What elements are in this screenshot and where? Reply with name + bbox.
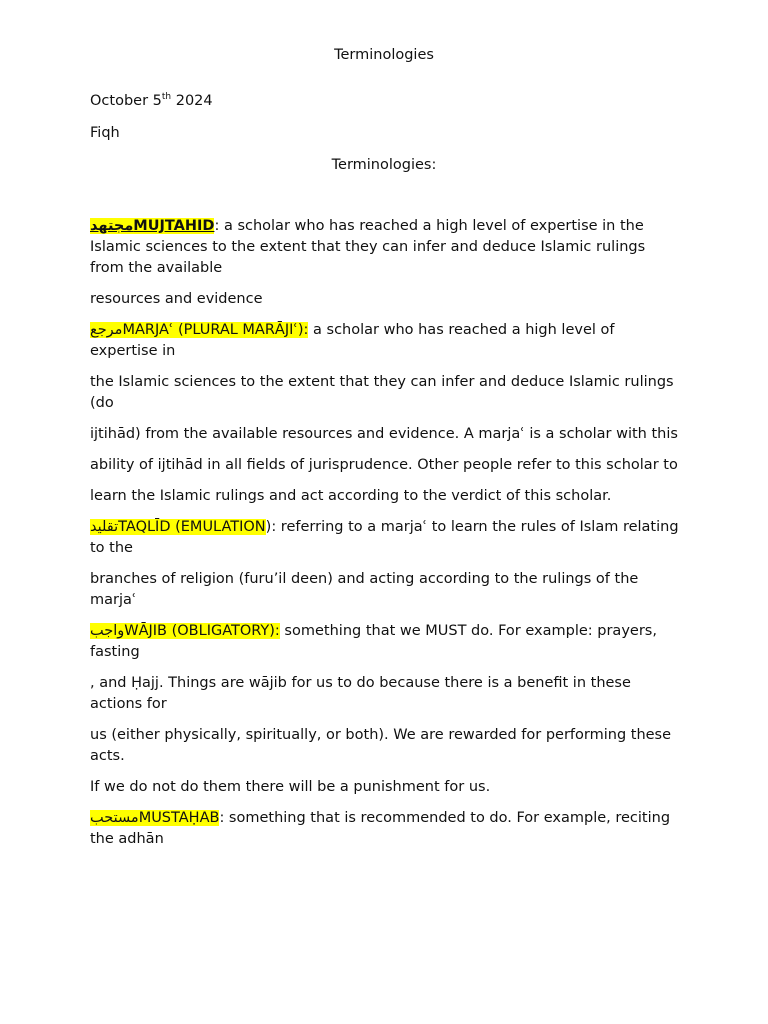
date-main: October 5 <box>90 93 162 109</box>
paragraph-line: resources and evidence <box>90 291 263 307</box>
date-ordinal-suffix: th <box>161 92 172 102</box>
paragraph-line: ability of ijtihād in all fields of jurisprudence. Other people refer to this scholar to <box>90 457 678 473</box>
term-taqlid: تقليدTAQLĪD (EMULATION <box>90 519 266 535</box>
document-subject: Fiqh <box>90 125 120 141</box>
date-year: 2024 <box>171 93 213 109</box>
paragraph-line: us (either physically, spiritually, or both). We are rewarded for performing these acts. <box>90 727 672 764</box>
paragraph-line: the Islamic sciences to the extent that they can infer and deduce Islamic rulings (do <box>90 374 674 411</box>
term-mustahab: مستحبMUSTAḤAB <box>90 810 220 826</box>
definition-text: something that we MUST do. For example: prayers, fasting <box>90 623 657 660</box>
document-title: Terminologies <box>334 47 434 63</box>
document-date <box>90 92 213 110</box>
paragraph-line: If we do not do them there will be a punishment for us. <box>90 779 491 795</box>
definition-text: ): referring to a marjaʿ to learn the rules of Islam relating to the <box>90 519 679 556</box>
entry-marja <box>90 320 680 362</box>
document-body <box>90 216 680 860</box>
definition-text: : a scholar who has reached a high level of expertise in the Islamic sciences to the extent that they can infer and deduce Islamic rulings from the available <box>90 218 646 276</box>
entry-mustahab <box>90 808 680 850</box>
definition-text: a scholar who has reached a high level of expertise in <box>90 322 615 359</box>
entry-taqlid <box>90 517 680 559</box>
paragraph-line: ijtihād) from the available resources and evidence. A marjaʿ is a scholar with this <box>90 426 678 442</box>
entry-mujtahid <box>90 216 680 279</box>
paragraph-line: , and Ḥajj. Things are wājib for us to do because there is a benefit in these actions for <box>90 675 631 712</box>
term-marja: مرجعMARJAʿ (PLURAL MARĀJIʿ): <box>90 322 309 338</box>
definition-text: : something that is recommended to do. For example, reciting the adhān <box>90 810 671 847</box>
term-wajib: واجبWĀJIB (OBLIGATORY): <box>90 623 280 639</box>
paragraph-line: learn the Islamic rulings and act according to the verdict of this scholar. <box>90 488 612 504</box>
paragraph-line: branches of religion (furu’il deen) and acting according to the rulings of the marjaʿ <box>90 571 639 608</box>
entry-wajib <box>90 621 680 663</box>
section-heading: Terminologies: <box>331 157 437 173</box>
term-mujtahid: مجتهدMUJTAHID <box>90 218 215 234</box>
